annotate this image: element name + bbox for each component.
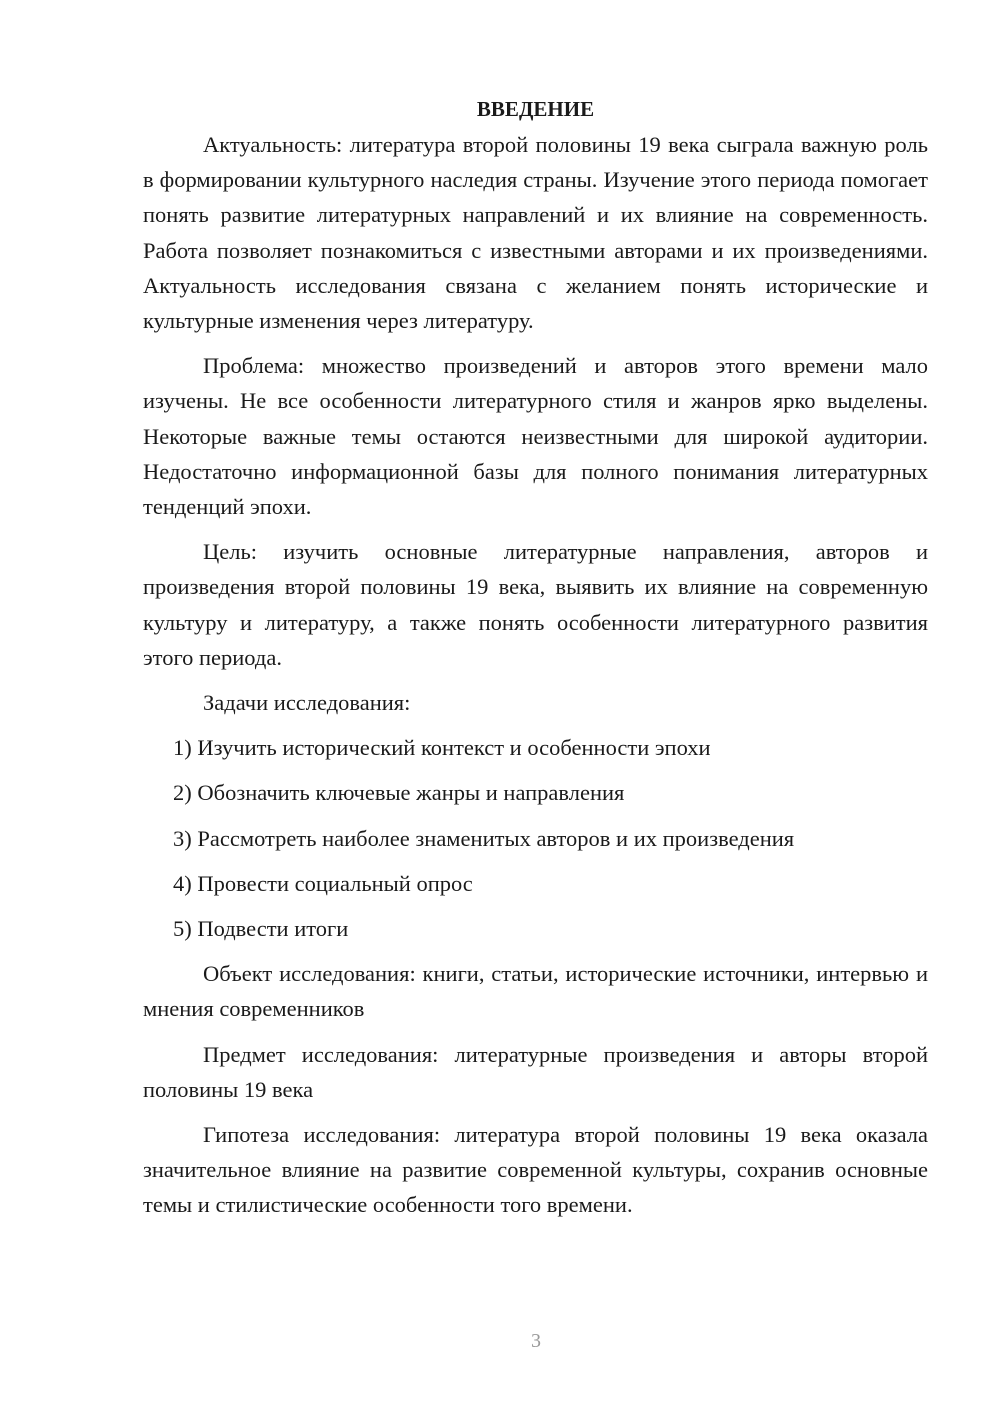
subject-paragraph: Предмет исследования: литературные произведения и авторы второй половины 19 века — [143, 1041, 928, 1102]
problem-paragraph: Проблема: множество произведений и авторов этого времени мало изучены. Не все особенности литературного стиля и жанров ярко выделены. Некоторые важные темы остаются неизвестными для широкой аудитории. Недостаточно информационной базы для полного понимания литературных тенденций эпохи. — [143, 353, 928, 520]
page-title: ВВЕДЕНИЕ — [476, 97, 595, 121]
tasks-list — [143, 730, 928, 946]
list-item: 2) Обозначить ключевые жанры и направления — [173, 780, 625, 806]
hypothesis-paragraph: Гипотеза исследования: литература второй половины 19 века оказала значительное влияние на развитие современной культуры, сохранив основные темы и стилистические особенности того времени. — [143, 1122, 928, 1218]
page-content — [143, 92, 928, 1233]
relevance-paragraph: Актуальность: литература второй половины 19 века сыграла важную роль в формировании культурного наследия страны. Изучение этого периода помогает понять развитие литературных направлений и их влияние на современность. Работа позволяет познакомиться с известными авторами и их произведениями. Актуальность исследования связана с желанием понять исторические и культурные изменения через литературу. — [143, 132, 928, 334]
list-item: 5) Подвести итоги — [173, 916, 349, 942]
tasks-label: Задачи исследования: — [203, 690, 411, 716]
list-item: 3) Рассмотреть наиболее знаменитых авторов и их произведения — [173, 825, 795, 851]
goal-paragraph: Цель: изучить основные литературные направления, авторов и произведения второй половины 19 века, выявить их влияние на современную культуру и литературу, а также понять особенности литературного развития этого периода. — [143, 539, 928, 670]
list-item: 4) Провести социальный опрос — [173, 870, 473, 896]
list-item: 1) Изучить исторический контекст и особенности эпохи — [173, 735, 711, 761]
object-paragraph: Объект исследования: книги, статьи, исторические источники, интервью и мнения современников — [143, 961, 928, 1022]
page-number: 3 — [531, 1330, 541, 1352]
